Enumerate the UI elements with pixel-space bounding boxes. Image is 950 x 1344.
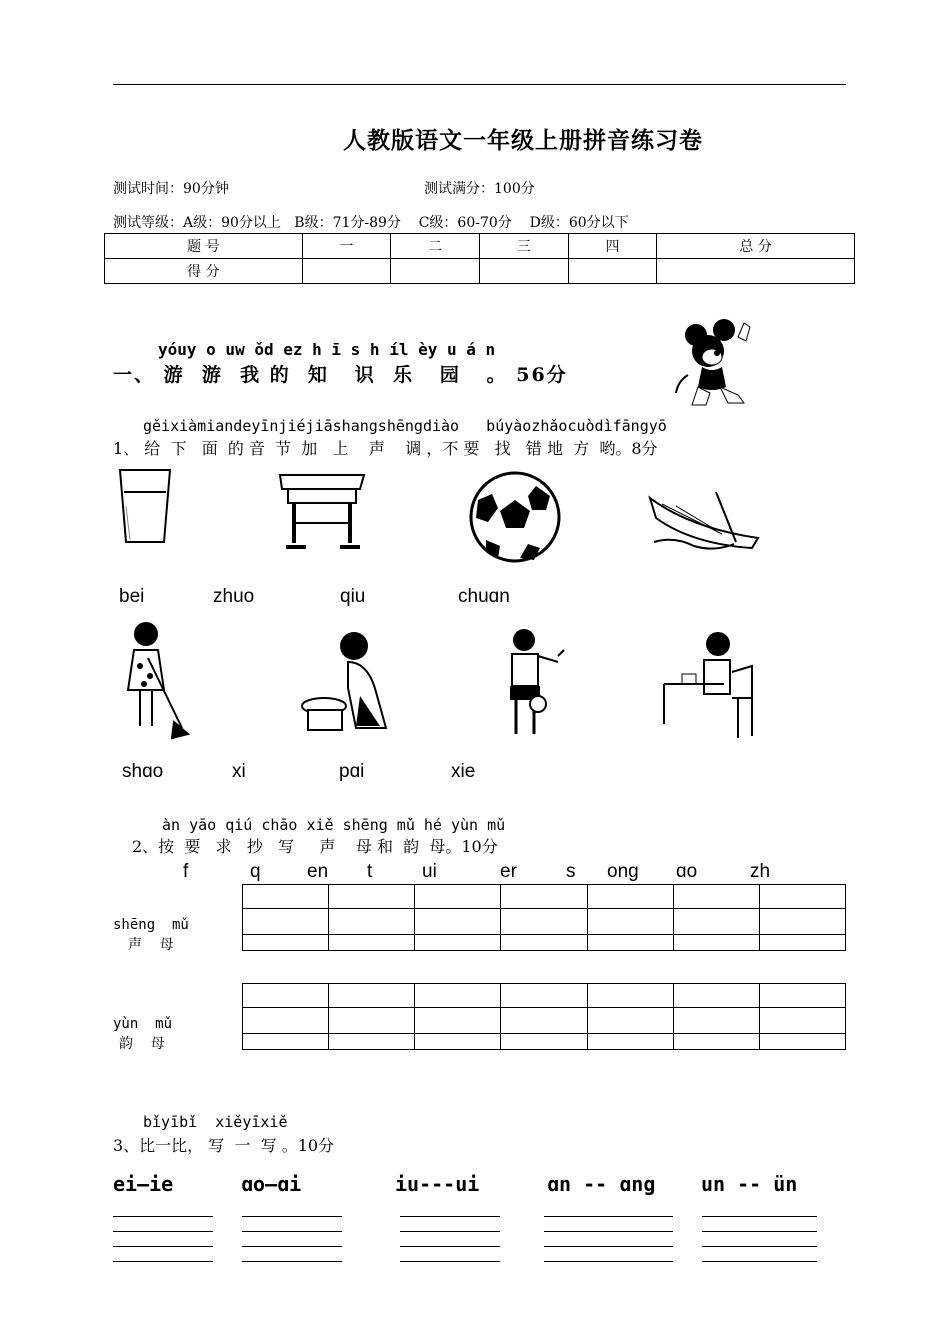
score-input-cell[interactable]	[568, 259, 657, 284]
score-header-cell: 三	[479, 234, 568, 259]
compare-pair: un -- ün	[701, 1172, 798, 1196]
soccer-ball-icon	[468, 470, 562, 564]
boat-icon	[646, 484, 762, 556]
school-desk-icon	[276, 467, 368, 559]
score-input-cell[interactable]	[391, 259, 480, 284]
q3-pinyin: bǐyībǐ xiěyīxiě	[143, 1113, 288, 1131]
glass-cup-icon	[116, 466, 174, 546]
writing-lines[interactable]	[113, 1216, 213, 1276]
letter: q	[250, 861, 261, 882]
pinyin-label: zhuo	[213, 586, 255, 607]
score-input-cell[interactable]	[302, 259, 391, 284]
q2-instruction: 2、按 要 求 抄 写 声 母 和 韵 母。10分	[132, 837, 498, 856]
score-header-cell: 一	[302, 234, 391, 259]
page-title: 人教版语文一年级上册拼音练习卷	[343, 127, 703, 154]
letter: ɑo	[676, 861, 698, 882]
letter: t	[367, 861, 373, 882]
boy-bouncing-ball-icon	[494, 626, 568, 742]
shengmu-label: 声 母	[128, 937, 174, 953]
yunmu-pinyin: yùn mǔ	[113, 1016, 173, 1032]
writing-lines[interactable]	[702, 1216, 817, 1276]
score-header-cell: 题 号	[105, 234, 303, 259]
pinyin-label: bei	[119, 586, 145, 607]
shengmu-pinyin: shēng mǔ	[113, 917, 189, 933]
section1-pinyin: yóuy o uw ǒd ez h ī s h íl èy u á n	[158, 340, 496, 359]
letter: er	[500, 861, 517, 882]
pinyin-label: qiu	[340, 586, 366, 607]
q1-instruction: 1、 给 下 面 的 音 节 加 上 声 调 ，不 要 找 错 地 方 哟。8分	[113, 439, 658, 458]
score-header-cell: 总 分	[657, 234, 855, 259]
yunmu-writing-grid[interactable]	[242, 983, 846, 1050]
writing-lines[interactable]	[544, 1216, 673, 1276]
yunmu-label: 韵 母	[119, 1036, 165, 1052]
compare-pair: ɑn -- ɑng	[547, 1172, 656, 1196]
letter: zh	[750, 861, 771, 882]
letter: ong	[607, 861, 639, 882]
grade-levels: 测试等级：A级：90分以上 B级：71分-89分 C级：60-70分 D级：60分以下	[113, 215, 629, 231]
top-rule	[113, 84, 846, 85]
compare-pair: ɑo—ɑi	[241, 1172, 302, 1196]
boy-writing-icon	[662, 628, 762, 740]
letter: ui	[422, 861, 437, 882]
section1-title: 一、 游 游 我 的 知 识 乐 园 。 56分	[113, 364, 568, 386]
mickey-mouse-icon	[668, 315, 768, 415]
girl-sweeping-icon	[118, 618, 192, 742]
q3-instruction: 3、比一比， 写 一 写 。10分	[113, 1136, 335, 1155]
pinyin-label: chuɑn	[458, 586, 510, 607]
score-input-cell[interactable]	[479, 259, 568, 284]
compare-pair: iu---ui	[395, 1172, 480, 1196]
pinyin-label: xi	[232, 761, 246, 782]
pinyin-label: pɑi	[339, 761, 365, 782]
writing-lines[interactable]	[242, 1216, 342, 1276]
letter: s	[566, 861, 576, 882]
letter: f	[183, 861, 189, 882]
score-row-label: 得 分	[105, 259, 303, 284]
test-time: 测试时间：90分钟	[113, 181, 229, 197]
compare-pair: ei—ie	[113, 1172, 174, 1196]
score-header-cell: 四	[568, 234, 657, 259]
score-table	[104, 233, 855, 284]
letter: en	[307, 861, 329, 882]
writing-lines[interactable]	[400, 1216, 500, 1276]
score-header-cell: 二	[391, 234, 480, 259]
full-score: 测试满分：100分	[424, 181, 535, 197]
score-input-cell[interactable]	[657, 259, 855, 284]
shengmu-writing-grid[interactable]	[242, 884, 846, 951]
q2-pinyin: àn yāo qiú chāo xiě shēng mǔ hé yùn mǔ	[162, 816, 506, 834]
girl-washing-icon	[300, 626, 410, 736]
pinyin-label: shɑo	[122, 761, 164, 782]
q1-pinyin: gěixiàmiandeyīnjiéjiāshangshēngdiào búyàozhǎocuòdìfāngyō	[143, 417, 667, 435]
pinyin-label: xie	[451, 761, 476, 782]
